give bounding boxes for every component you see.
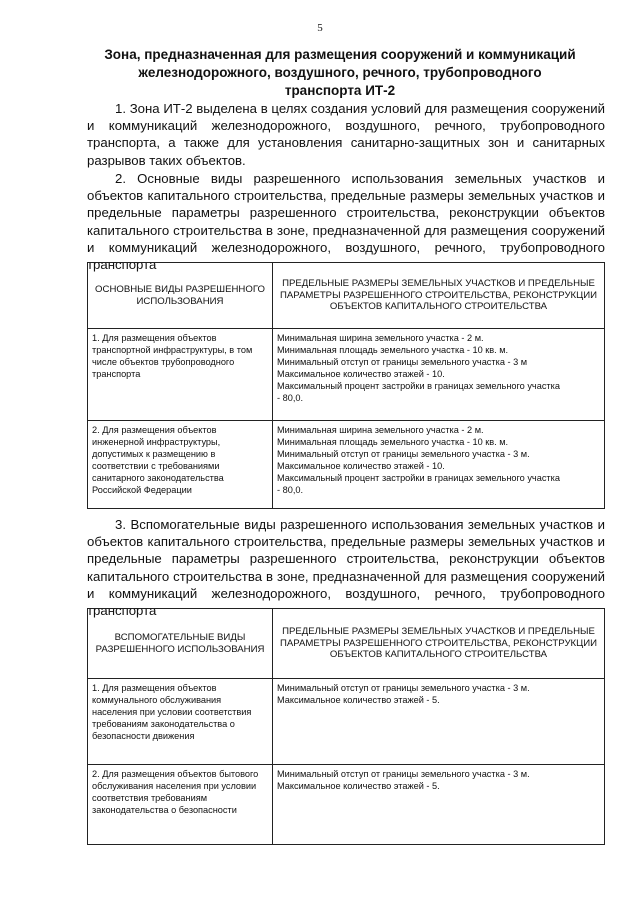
paragraph-2-text: 2. Основные виды разрешенного использования земельных участков и объектов капитального строительства, предельные размеры земельных участков и предельные параметры разрешенного строительства, реконструкции объектов капитального строительства в зоне, предназначенной для размещения сооружений и коммуникаций железнодорожного, воздушного, речного, трубопроводного транспорта	[87, 171, 605, 273]
table-row	[88, 421, 605, 509]
requirement-line: Минимальный отступ от границы земельного участка - 3 м	[277, 357, 528, 367]
paragraph-1	[87, 100, 605, 169]
requirement-line: Минимальная ширина земельного участка - 2 м.	[277, 425, 484, 435]
requirement-line: - 80,0.	[277, 393, 304, 403]
table-header-row	[88, 263, 605, 329]
table-row	[88, 765, 605, 845]
requirement-line: Минимальный отступ от границы земельного участка - 3 м.	[277, 769, 530, 779]
requirements-cell	[273, 329, 605, 421]
paragraph-1-text: 1. Зона ИТ-2 выделена в целях создания условий для размещения сооружений и коммуникаций железнодорожного, воздушного, речного, трубопроводного транспорта, а также для установления санитарно-защитных зон и санитарных разрывов таких объектов.	[87, 101, 605, 168]
table-row	[88, 679, 605, 765]
limits-header: ПРЕДЕЛЬНЫЕ РАЗМЕРЫ ЗЕМЕЛЬНЫХ УЧАСТКОВ И ПРЕДЕЛЬНЫЕ ПАРАМЕТРЫ РАЗРЕШЕННОГО СТРОИТЕЛЬСТВА, РЕКОНСТРУКЦИИ ОБЪЕКТОВ КАПИТАЛЬНОГО СТРОИТЕЛЬСТВА	[273, 263, 605, 329]
requirement-line: - 80,0.	[277, 485, 304, 495]
requirement-line: Минимальный отступ от границы земельного участка - 3 м.	[277, 683, 530, 693]
requirements-cell	[273, 679, 605, 765]
paragraph-3	[87, 516, 605, 619]
limits-header: ПРЕДЕЛЬНЫЕ РАЗМЕРЫ ЗЕМЕЛЬНЫХ УЧАСТКОВ И ПРЕДЕЛЬНЫЕ ПАРАМЕТРЫ РАЗРЕШЕННОГО СТРОИТЕЛЬСТВА, РЕКОНСТРУКЦИИ ОБЪЕКТОВ КАПИТАЛЬНОГО СТРОИТЕЛЬСТВА	[273, 609, 605, 679]
use-cell: 1. Для размещения объектов коммунального обслуживания населения при условии соответствия требованиям законодательства о безопасности движения	[88, 679, 273, 765]
requirements-cell	[273, 421, 605, 509]
requirement-line: Минимальная ширина земельного участка - 2 м.	[277, 333, 484, 343]
use-cell: 1. Для размещения объектов транспортной инфраструктуры, в том числе объектов трубопроводного транспорта	[88, 329, 273, 421]
auxiliary-uses-table	[87, 608, 605, 845]
page-number: 5	[317, 22, 323, 34]
requirement-line: Максимальное количество этажей - 5.	[277, 781, 440, 791]
auxiliary-uses-header: ВСПОМОГАТЕЛЬНЫЕ ВИДЫ РАЗРЕШЕННОГО ИСПОЛЬЗОВАНИЯ	[88, 609, 273, 679]
paragraph-2	[87, 170, 605, 273]
requirement-line: Максимальное количество этажей - 10.	[277, 369, 445, 379]
requirement-line: Минимальный отступ от границы земельного участка - 3 м.	[277, 449, 530, 459]
paragraph-3-text: 3. Вспомогательные виды разрешенного использования земельных участков и объектов капитального строительства, предельные размеры земельных участков и предельные параметры разрешенного строительства, реконструкции объектов капитального строительства в зоне, предназначенной для размещения сооружений и коммуникаций железнодорожного, воздушного, речного, трубопроводного транспорта	[87, 517, 605, 619]
requirement-line: Максимальное количество этажей - 10.	[277, 461, 445, 471]
section-title: Зона, предназначенная для размещения сооружений и коммуникаций железнодорожного, воздушного, речного, трубопроводного транспорта ИТ-2	[104, 47, 576, 98]
requirement-line: Минимальная площадь земельного участка - 10 кв. м.	[277, 345, 509, 355]
requirement-line: Максимальное количество этажей - 5.	[277, 695, 440, 705]
requirements-cell	[273, 765, 605, 845]
main-uses-header: ОСНОВНЫЕ ВИДЫ РАЗРЕШЕННОГО ИСПОЛЬЗОВАНИЯ	[88, 263, 273, 329]
requirement-line: Максимальный процент застройки в границах земельного участка	[277, 473, 560, 483]
use-cell: 2. Для размещения объектов инженерной инфраструктуры, допустимых к размещению в соответствии с требованиями санитарного законодательства Российской Федерации	[88, 421, 273, 509]
table-row	[88, 329, 605, 421]
table-header-row	[88, 609, 605, 679]
requirement-line: Минимальная площадь земельного участка - 10 кв. м.	[277, 437, 509, 447]
main-uses-table	[87, 262, 605, 509]
requirement-line: Максимальный процент застройки в границах земельного участка	[277, 381, 560, 391]
use-cell: 2. Для размещения объектов бытового обслуживания населения при условии соответствия требованиям законодательства о безопасности	[88, 765, 273, 845]
